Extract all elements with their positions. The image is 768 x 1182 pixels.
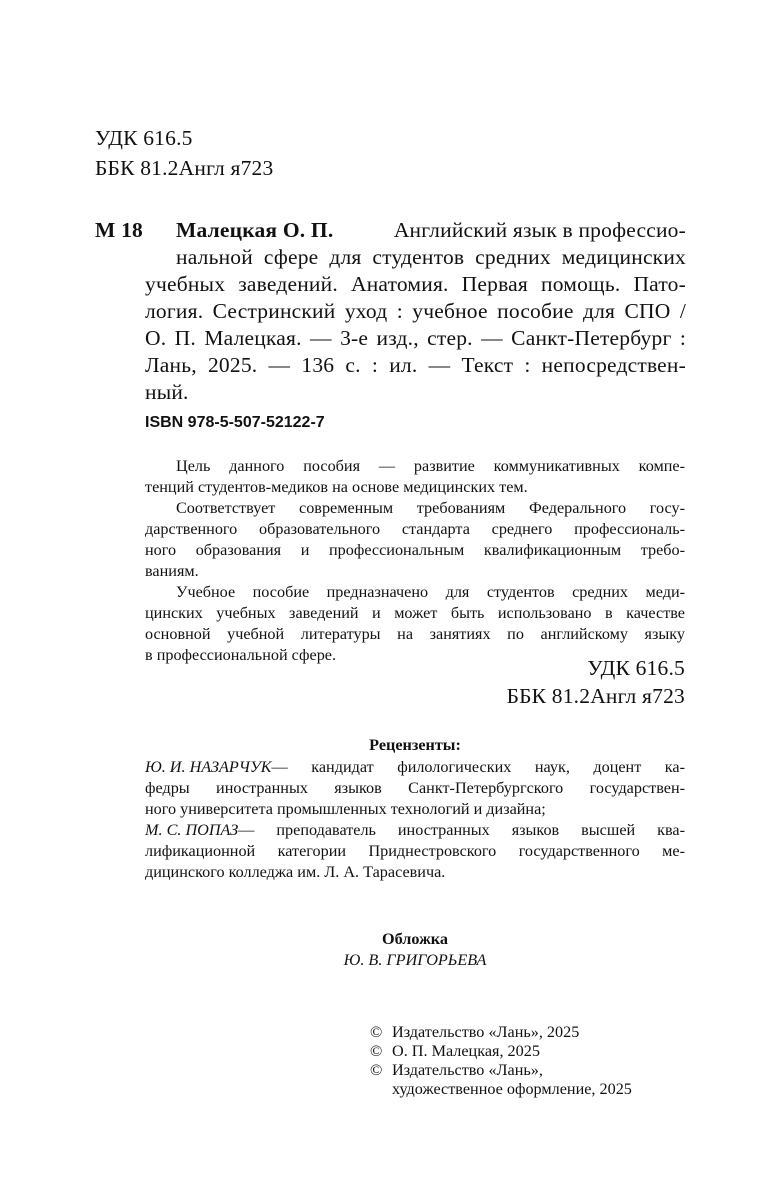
abstract-line-9: основной учебной литературы на занятиях по английскому языку bbox=[145, 625, 685, 643]
entry-line-3: учебных заведений. Анатомия. Первая помощь. Пато- bbox=[145, 272, 686, 296]
entry-line-4: логия. Сестринский уход : учебное пособие для СПО / bbox=[145, 299, 686, 323]
entry-line-1 bbox=[176, 218, 686, 243]
reviewer-1-line-1 bbox=[145, 758, 685, 777]
abstract-line-1: Цель данного пособия — развитие коммуникативных компе- bbox=[176, 457, 685, 475]
cover-heading: Обложка bbox=[382, 930, 448, 948]
abstract-line-3: Соответствует современным требованиям Федерального госу- bbox=[176, 499, 685, 517]
reviewers-heading: Рецензенты: bbox=[369, 736, 461, 754]
copyright-line-2 bbox=[370, 1042, 540, 1061]
entry-line-7: ный. bbox=[145, 380, 189, 404]
copyright-symbol: © bbox=[370, 1061, 383, 1079]
bbk-code: ББК 81.2Англ я723 bbox=[95, 156, 274, 180]
udk-code-right: УДК 616.5 bbox=[587, 656, 685, 680]
abstract-line-7: Учебное пособие предназначено для студентов средних меди- bbox=[176, 583, 685, 601]
reviewer-1-text-1: — кандидат филологических наук, доцент ка- bbox=[271, 758, 685, 776]
abstract-line-2: тенций студентов-медиков на основе медицинских тем. bbox=[145, 478, 528, 496]
copyright-line-1 bbox=[370, 1023, 579, 1042]
reviewer-2-line-1 bbox=[145, 821, 685, 840]
author-name: Малецкая О. П. bbox=[176, 218, 334, 242]
abstract-line-5: ного образования и профессиональным квалификационным требо- bbox=[145, 541, 685, 559]
entry-line-5: О. П. Малецкая. — 3-е изд., стер. — Санкт-Петербург : bbox=[145, 326, 686, 350]
author-mark: М 18 bbox=[95, 218, 143, 242]
cover-artist: Ю. В. ГРИГОРЬЕВА bbox=[343, 951, 487, 969]
reviewer-2-line-2: лификационной категории Приднестровского государственного ме- bbox=[145, 842, 685, 860]
isbn: ISBN 978-5-507-52122-7 bbox=[145, 414, 325, 431]
abstract-line-6: ваниям. bbox=[145, 562, 199, 580]
abstract-line-10: в профессиональной сфере. bbox=[145, 646, 337, 664]
copyright-line-3 bbox=[370, 1061, 543, 1080]
reviewer-1-line-3: ного университета промышленных технологий и дизайна; bbox=[145, 800, 546, 818]
copyright-text-1: Издательство «Лань», 2025 bbox=[392, 1023, 580, 1041]
entry-line-6: Лань, 2025. — 136 с. : ил. — Текст : непосредствен- bbox=[145, 353, 686, 377]
udk-code: УДК 616.5 bbox=[95, 126, 193, 150]
bbk-code-right: ББК 81.2Англ я723 bbox=[506, 684, 685, 708]
entry-text-1: Английский язык в профессио- bbox=[393, 218, 686, 242]
copyright-text-2: О. П. Малецкая, 2025 bbox=[392, 1042, 540, 1060]
reviewer-1-line-2: федры иностранных языков Санкт-Петербургского государствен- bbox=[145, 779, 685, 797]
reviewer-2-name: М. С. ПОПАЗ bbox=[145, 821, 239, 839]
abstract-line-4: дарственного образовательного стандарта среднего профессиональ- bbox=[145, 520, 685, 538]
reviewer-1-name: Ю. И. НАЗАРЧУК bbox=[145, 758, 272, 776]
abstract-line-8: цинских учебных заведений и может быть использовано в качестве bbox=[145, 604, 685, 622]
copyright-text-3: Издательство «Лань», bbox=[392, 1061, 543, 1079]
reviewer-2-line-3: дицинского колледжа им. Л. А. Тарасевича. bbox=[145, 863, 446, 881]
reviewer-2-text-1: — преподаватель иностранных языков высшей ква- bbox=[238, 821, 685, 839]
copyright-line-4: художественное оформление, 2025 bbox=[392, 1080, 632, 1098]
entry-line-2: нальной сфере для студентов средних медицинских bbox=[176, 245, 686, 269]
copyright-symbol: © bbox=[370, 1042, 383, 1060]
copyright-symbol: © bbox=[370, 1023, 383, 1041]
